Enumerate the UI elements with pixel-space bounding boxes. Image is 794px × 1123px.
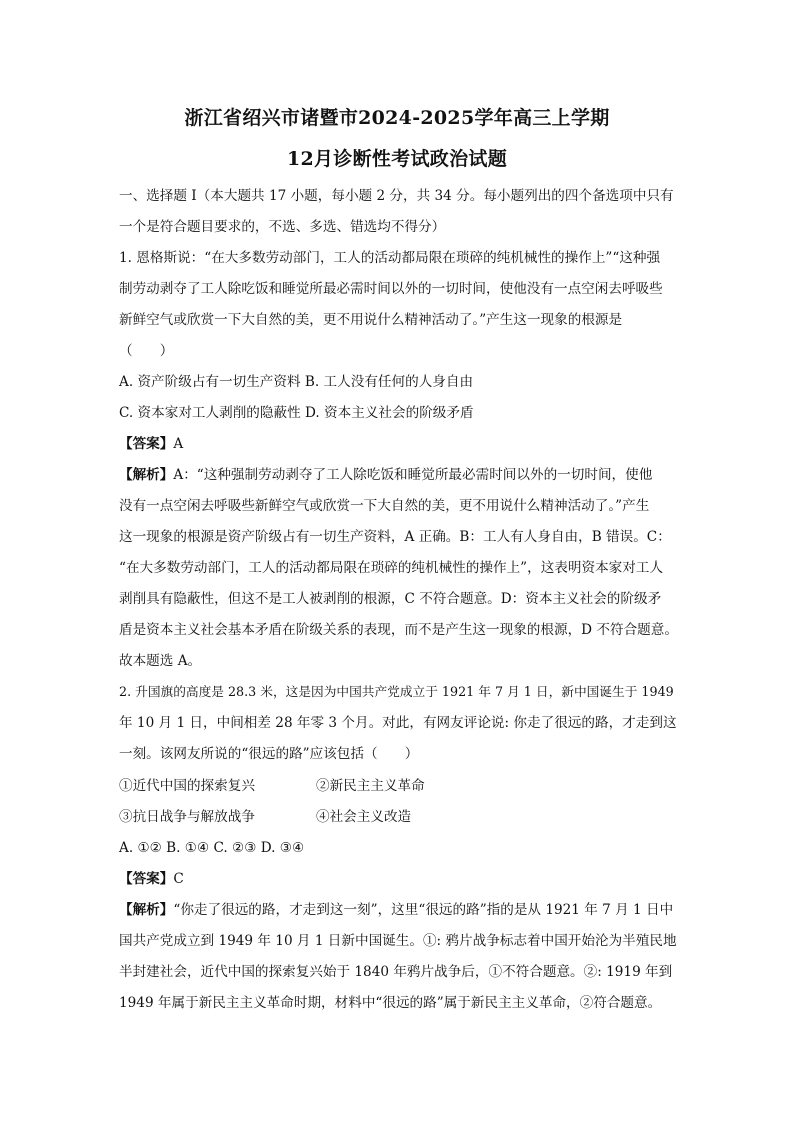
question-2-analysis-line: 国共产党成立到 1949 年 10 月 1 日新中国诞生。①: 鸦片战争标志着中国开始沦为半殖民地 (119, 933, 677, 949)
question-1-analysis-line: 剥削具有隐蔽性，但这不是工人被剥削的根源，C 不符合题意。D：资本主义社会的阶级矛 (119, 591, 662, 607)
question-2-answer (119, 869, 184, 889)
question-2-item: ①近代中国的探索复兴 (119, 778, 255, 794)
question-2-stem-line: 2. 升国旗的高度是 28.3 米，这是因为中国共产党成立于 1921 年 7 月 1 日，新中国诞生于 1949 (119, 684, 674, 699)
question-2-options-line: A. ①② B. ①④ C. ②③ D. ③④ (119, 840, 305, 856)
question-1-analysis-line: 故本题选 A。 (119, 653, 202, 669)
question-1-answer (119, 434, 183, 454)
question-1-analysis-line: “在大多数劳动部门，工人的活动都局限在琐碎的纯机械性的操作上”，这表明资本家对工人 (119, 560, 664, 576)
question-1-analysis-line (119, 465, 652, 485)
answer-value: C (173, 871, 184, 887)
answer-label: 【答案】 (119, 436, 174, 452)
question-2-analysis-line: 1949 年属于新民主主义革命时期，材料中“很远的路”属于新民主主义革命，②符合题意。 (119, 995, 662, 1011)
question-1-analysis-line: 没有一点空闲去呼吸些新鲜空气或欣赏一下大自然的美，更不用说什么精神活动了。”产生 (119, 498, 650, 514)
question-2-stem-line: 年 10 月 1 日，中间相差 28 年零 3 个月。对此，有网友评论说: 你走了很远的路，才走到这 (119, 715, 677, 731)
analysis-label: 【解析】 (119, 467, 174, 483)
question-2-item: ③抗日战争与解放战争 (119, 809, 255, 825)
question-1-options-line: A. 资产阶级占有一切生产资料 B. 工人没有任何的人身自由 (119, 374, 474, 390)
question-2-analysis-line: 半封建社会，近代中国的探索复兴始于 1840 年鸦片战争后，①不符合题意。②: 1919 年到 (119, 964, 673, 980)
section-header-line: 一、选择题 I（本大题共 17 小题，每小题 2 分，共 34 分。每小题列出的四个备选项中只有 (119, 188, 674, 204)
question-2-item: ④社会主义改造 (316, 809, 412, 825)
analysis-label: 【解析】 (119, 902, 174, 918)
question-2-analysis-line (119, 900, 673, 920)
document-title-line-1: 浙江省绍兴市诸暨市2024-2025学年高三上学期 (184, 107, 610, 129)
answer-value: A (173, 436, 184, 452)
analysis-text: A：“这种强制劳动剥夺了工人除吃饭和睡觉所最必需时间以外的一切时间，使他 (173, 467, 653, 483)
question-2-stem-line: 一刻。该网友所说的“很远的路”应该包括（ ） (119, 746, 419, 762)
section-header-line: 一个是符合题目要求的，不选、多选、错选均不得分） (119, 219, 446, 235)
question-1-stem-line: 1. 恩格斯说：“在大多数劳动部门，工人的活动都局限在琐碎的纯机械性的操作上”“这种强 (119, 250, 661, 266)
question-1-stem-line: 新鲜空气或欣赏一下大自然的美，更不用说什么精神活动了。”产生这一现象的根源是 (119, 312, 623, 328)
question-1-stem-line: 制劳动剥夺了工人除吃饭和睡觉所最必需时间以外的一切时间，使他没有一点空闲去呼吸些 (119, 281, 663, 297)
analysis-text: “你走了很远的路，才走到这一刻”，这里“很远的路”指的是从 1921 年 7 月 1 日中 (173, 902, 674, 918)
question-1-options-line: C. 资本家对工人剥削的隐蔽性 D. 资本主义社会的阶级矛盾 (119, 405, 474, 421)
document-title-line-2: 12月诊断性考试政治试题 (286, 148, 508, 170)
question-2-item: ②新民主主义革命 (316, 778, 425, 794)
question-1-stem-line: （ ） (119, 343, 174, 359)
question-1-analysis-line: 这一现象的根源是资产阶级占有一切生产资料，A 正确。B：工人有人身自由，B 错误。C： (119, 529, 671, 545)
answer-label: 【答案】 (119, 871, 174, 887)
question-1-analysis-line: 盾是资本主义社会基本矛盾在阶级关系的表现，而不是产生这一现象的根源，D 不符合题意。 (119, 622, 678, 638)
